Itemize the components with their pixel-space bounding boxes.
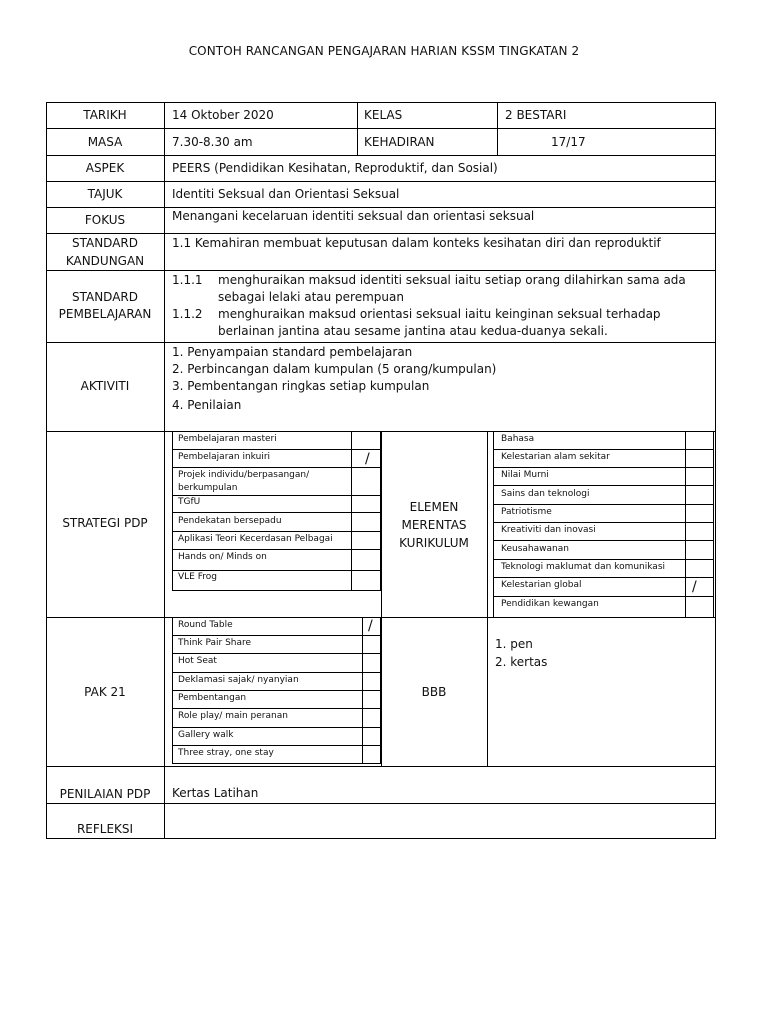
emk-label-1: ELEMEN: [409, 500, 459, 514]
checklist-line: [493, 449, 714, 450]
checklist-line: [493, 522, 714, 523]
refleksi-label: REFLEKSI: [76, 822, 134, 836]
standard-pembelajaran-label-2: PEMBELAJARAN: [58, 307, 152, 321]
row-line: [46, 128, 716, 129]
penilaian-pdp-value: Kertas Latihan: [172, 786, 259, 800]
strategi-item: VLE Frog: [178, 572, 217, 582]
strategi-item: Aplikasi Teori Kecerdasan Pelbagai: [178, 534, 333, 544]
row-line: [46, 766, 716, 767]
checklist-line: [172, 467, 381, 468]
emk-list-divider: [487, 431, 488, 617]
kelas-label: KELAS: [364, 108, 403, 122]
emk-label-2: MERENTAS: [401, 518, 467, 532]
emk-item: Keusahawanan: [501, 544, 569, 554]
checklist-line: [172, 531, 381, 532]
document-title: CONTOH RANCANGAN PENGAJARAN HARIAN KSSM TINGKATAN 2: [188, 44, 580, 58]
tajuk-value: Identiti Seksual dan Orientasi Seksual: [172, 187, 400, 201]
emk-mark: /: [692, 579, 697, 595]
checklist-line: [172, 745, 381, 746]
emk-item: Sains dan teknologi: [501, 489, 590, 499]
pak21-item: Deklamasi sajak/ nyanyian: [178, 675, 299, 685]
emk-item: Pendidikan kewangan: [501, 599, 599, 609]
emk-item: Bahasa: [501, 434, 535, 444]
kehadiran-value: 17/17: [551, 135, 586, 149]
checklist-line: [172, 727, 381, 728]
row-line: [46, 155, 716, 156]
fokus-label: FOKUS: [84, 213, 126, 227]
aktiviti-item: 3. Pembentangan ringkas setiap kumpulan: [172, 379, 430, 393]
strategi-mark: /: [365, 451, 370, 467]
checklist-line: [172, 708, 381, 709]
emk-item: Patriotisme: [501, 507, 552, 517]
standard-kandungan-label-2: KANDUNGAN: [65, 254, 145, 268]
row-line: [46, 233, 716, 234]
checklist-line: [493, 577, 714, 578]
checklist-line: [172, 512, 381, 513]
emk-item: Kelestarian global: [501, 580, 582, 590]
checklist-line: [172, 449, 381, 450]
emk-item: Nilai Murni: [501, 470, 549, 480]
aktiviti-item: 1. Penyampaian standard pembelajaran: [172, 345, 413, 359]
checklist-line: [172, 672, 381, 673]
checklist-line: [493, 596, 714, 597]
pak21-item: Think Pair Share: [178, 638, 252, 648]
aspek-value: PEERS (Pendidikan Kesihatan, Reproduktif, dan Sosial): [172, 161, 498, 175]
row-line: [46, 342, 716, 343]
row-line: [46, 181, 716, 182]
emk-mark-divider: [685, 431, 686, 617]
strategi-item: Hands on/ Minds on: [178, 552, 267, 562]
pak21-mark: /: [368, 618, 373, 634]
bbb-label: BBB: [421, 685, 447, 699]
kehadiran-label: KEHADIRAN: [364, 135, 435, 149]
emk-label-3: KURIKULUM: [399, 536, 469, 550]
checklist-line: [172, 635, 381, 636]
aktiviti-item: 4. Penilaian: [172, 398, 242, 412]
checklist-line: [493, 485, 714, 486]
kelas-value: 2 BESTARI: [505, 108, 567, 122]
checklist-line: [493, 467, 714, 468]
aktiviti-item: 2. Perbincangan dalam kumpulan (5 orang/kumpulan): [172, 362, 497, 376]
checklist-line: [172, 570, 381, 571]
strategi-item: Pembelajaran inkuiri: [178, 452, 271, 462]
penilaian-pdp-label: PENILAIAN PDP: [59, 787, 151, 801]
pak21-item: Gallery walk: [178, 730, 234, 740]
pak21-item: Three stray, one stay: [178, 748, 274, 758]
sp-item-num: 1.1.2: [172, 307, 203, 321]
checklist-line: [172, 495, 381, 496]
checklist-line: [172, 549, 381, 550]
pak21-item: Round Table: [178, 620, 233, 630]
row-line: [46, 207, 716, 208]
strategi-item: berkumpulan: [178, 483, 238, 493]
bbb-item: 1. pen: [495, 637, 533, 651]
standard-kandungan-label-1: STANDARD: [71, 236, 139, 250]
emk-item: Teknologi maklumat dan komunikasi: [501, 562, 666, 572]
pak21-item: Hot Seat: [178, 656, 217, 666]
checklist-line: [493, 559, 714, 560]
label-column-divider: [164, 102, 165, 839]
emk-item: Kelestarian alam sekitar: [501, 452, 610, 462]
sp-item-line: sebagai lelaki atau perempuan: [218, 290, 404, 304]
standard-pembelajaran-label-1: STANDARD: [71, 290, 139, 304]
bbb-item: 2. kertas: [495, 655, 548, 669]
checklist-line: [493, 540, 714, 541]
sp-item-num: 1.1.1: [172, 273, 203, 287]
aspek-label: ASPEK: [85, 161, 125, 175]
row-line: [46, 270, 716, 271]
checklist-line: [172, 690, 381, 691]
checklist-line: [493, 504, 714, 505]
strategi-item: Pembelajaran masteri: [178, 434, 277, 444]
aktiviti-label: AKTIVITI: [80, 379, 130, 393]
checklist-line: [172, 653, 381, 654]
tarikh-label: TARIKH: [83, 108, 127, 122]
sp-item-line: menghuraikan maksud identiti seksual iaitu setiap orang dilahirkan sama ada: [218, 273, 686, 287]
strategi-pdp-label: STRATEGI PDP: [62, 516, 148, 530]
strategi-item: TGfU: [178, 497, 201, 507]
emk-item: Kreativiti dan inovasi: [501, 525, 596, 535]
pak21-item: Pembentangan: [178, 693, 247, 703]
tarikh-value: 14 Oktober 2020: [172, 108, 274, 122]
strategi-item: Projek individu/berpasangan/: [178, 470, 310, 480]
row-line: [46, 803, 716, 804]
sp-item-line: menghuraikan maksud orientasi seksual iaitu keinginan seksual terhadap: [218, 307, 661, 321]
tajuk-label: TAJUK: [87, 187, 123, 201]
standard-kandungan-value: 1.1 Kemahiran membuat keputusan dalam konteks kesihatan diri dan reproduktif: [172, 236, 661, 250]
strategi-mark-divider: [351, 431, 352, 591]
pak21-item: Role play/ main peranan: [178, 711, 288, 721]
masa-value: 7.30-8.30 am: [172, 135, 253, 149]
sp-item-line: berlainan jantina atau sesame jantina atau kedua-duanya sekali.: [218, 324, 608, 338]
fokus-value: Menangani kecelaruan identiti seksual dan orientasi seksual: [172, 209, 535, 223]
bbb-list-divider: [487, 617, 488, 766]
pak21-label: PAK 21: [84, 685, 126, 699]
masa-label: MASA: [87, 135, 123, 149]
strategi-item: Pendekatan bersepadu: [178, 516, 282, 526]
